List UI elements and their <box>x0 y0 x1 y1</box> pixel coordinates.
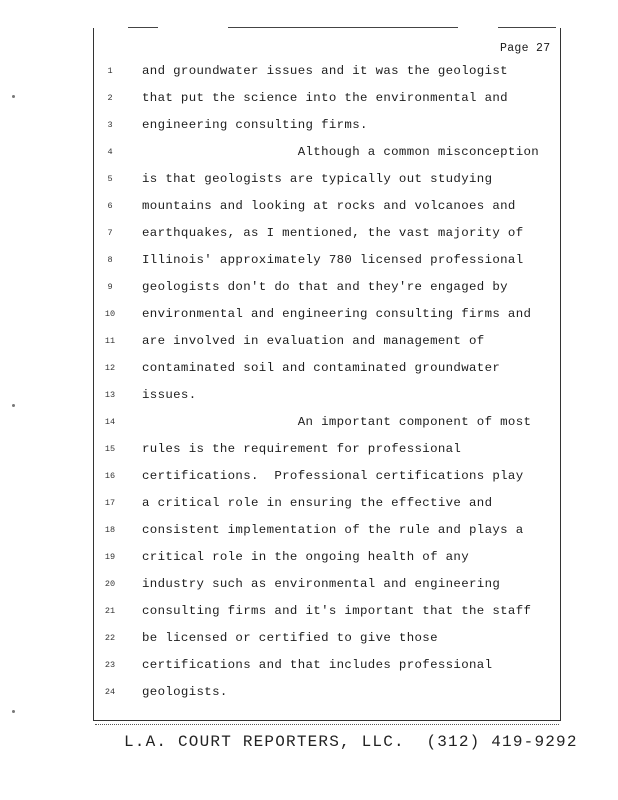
line-text: be licensed or certified to give those <box>142 631 438 645</box>
line-number: 14 <box>104 417 116 427</box>
line-text: geologists don't do that and they're engaged by <box>142 280 508 294</box>
line-number: 6 <box>107 201 113 211</box>
page-number: Page 27 <box>500 42 551 55</box>
line-text: An important component of most <box>142 415 532 429</box>
line-number: 23 <box>104 660 116 670</box>
line-text: certifications. Professional certifications play <box>142 469 524 483</box>
line-text: engineering consulting firms. <box>142 118 368 132</box>
line-text: rules is the requirement for professional <box>142 442 462 456</box>
line-number: 21 <box>104 606 116 616</box>
line-text: industry such as environmental and engineering <box>142 577 501 591</box>
line-text: issues. <box>142 388 197 402</box>
line-number: 16 <box>104 471 116 481</box>
line-number: 7 <box>107 228 113 238</box>
line-number: 5 <box>107 174 113 184</box>
line-number: 8 <box>107 255 113 265</box>
line-text: Illinois' approximately 780 licensed professional <box>142 253 524 267</box>
line-number: 20 <box>104 579 116 589</box>
line-text: geologists. <box>142 685 228 699</box>
line-text: environmental and engineering consulting firms and <box>142 307 532 321</box>
line-number: 18 <box>104 525 116 535</box>
line-text: is that geologists are typically out studying <box>142 172 493 186</box>
line-number: 19 <box>104 552 116 562</box>
line-number: 15 <box>104 444 116 454</box>
line-text: Although a common misconception <box>142 145 540 159</box>
page-frame-bottom <box>95 724 559 725</box>
line-text: critical role in the ongoing health of any <box>142 550 469 564</box>
line-text: consulting firms and it's important that the staff <box>142 604 532 618</box>
footer-reporter-info: L.A. COURT REPORTERS, LLC. (312) 419-9292 <box>124 733 578 751</box>
line-text: a critical role in ensuring the effective and <box>142 496 493 510</box>
line-text: and groundwater issues and it was the geologist <box>142 64 508 78</box>
margin-mark <box>12 95 15 98</box>
line-number: 12 <box>104 363 116 373</box>
line-text: certifications and that includes professional <box>142 658 493 672</box>
line-number: 4 <box>107 147 113 157</box>
line-number: 22 <box>104 633 116 643</box>
line-number: 3 <box>107 120 113 130</box>
line-number: 1 <box>107 66 113 76</box>
line-text: that put the science into the environmental and <box>142 91 508 105</box>
line-number: 10 <box>104 309 116 319</box>
line-text: mountains and looking at rocks and volcanoes and <box>142 199 516 213</box>
line-number: 24 <box>104 687 116 697</box>
line-number: 9 <box>107 282 113 292</box>
line-text: consistent implementation of the rule and plays a <box>142 523 524 537</box>
line-number: 13 <box>104 390 116 400</box>
line-text: contaminated soil and contaminated groundwater <box>142 361 501 375</box>
line-number: 2 <box>107 93 113 103</box>
line-text: are involved in evaluation and management of <box>142 334 485 348</box>
line-number: 11 <box>104 336 116 346</box>
line-text: earthquakes, as I mentioned, the vast majority of <box>142 226 524 240</box>
margin-mark <box>12 404 15 407</box>
line-number: 17 <box>104 498 116 508</box>
margin-mark <box>12 710 15 713</box>
